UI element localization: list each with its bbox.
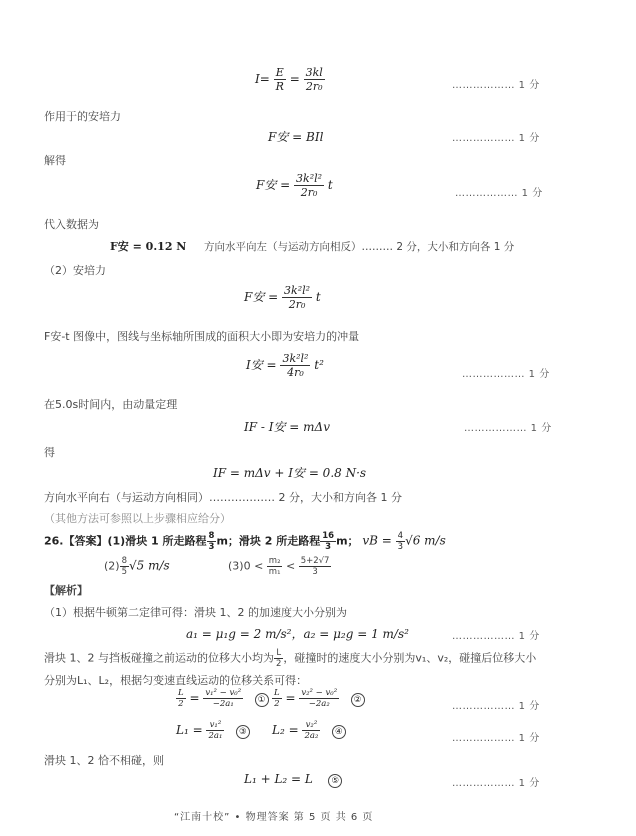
text-line: 作用于的安培力	[44, 110, 121, 123]
equation-impulse: I安 = $\frac{\text{3k²l²}}{\text{4r₀}}$ t²	[246, 352, 324, 379]
text-line: （1）根据牛顿第二定律可得：滑块 1、2 的加速度大小分别为	[44, 606, 347, 619]
equation-force-value: F安 = 0.12 N	[110, 240, 187, 253]
equation-current: I= $\frac{E}{R}$ = $\frac{3kl}{\text{2r₀}}$	[255, 66, 323, 93]
score-mark: ……………… 1 分	[452, 133, 540, 144]
score-mark: ……………… 1 分	[452, 80, 540, 91]
answer-line: 26.【答案】(1)滑块 1 所走路程 $\frac{8}{3}$ m；滑块 2 所走路程 $\frac{16}{3}$ m； vB = $\frac{4}{3}$ √6 m/s	[44, 531, 446, 552]
equation-displacement-2: $\frac{L}{2}$ = $\frac{\text{v₂² − v₀²}}{\text{−2a₂}}$ ②	[272, 688, 365, 709]
equation-impulse-result: IF = mΔv + I安 = 0.8 N·s	[213, 466, 367, 480]
equation-displacement-4: L₂ = $\frac{\text{v₂²}}{\text{2a₂}}$ ④	[272, 720, 346, 741]
equation-force-time: F安 = $\frac{\text{3k²l²}}{\text{2r₀}}$ t	[244, 284, 321, 311]
score-mark: ……………… 1 分	[462, 369, 550, 380]
text-line: 方向水平向右（与运动方向相同）……………… 2 分，大小和方向各 1 分	[44, 491, 402, 504]
text-line: （2）安培力	[44, 264, 106, 277]
score-mark: ……………… 1 分	[455, 188, 543, 199]
score-mark: ……………… 1 分	[452, 631, 540, 642]
score-mark: ……………… 1 分	[452, 701, 540, 712]
text-line: 代入数据为	[44, 218, 99, 231]
section-heading: 【解析】	[44, 584, 88, 597]
text-line: 方向水平向左（与运动方向相反）……… 2 分，大小和方向各 1 分	[204, 241, 515, 253]
text-line: F安-t 图像中，图线与坐标轴所围成的面积大小即为安培力的冲量	[44, 330, 360, 343]
answer-line: (3)0 < $\frac{\text{m₂}}{\text{m₁}}$ < $\frac{5+2√7}{3}$	[228, 556, 330, 577]
equation-ampere-force: F安 = BIl	[268, 130, 324, 144]
text-line: 解得	[44, 154, 66, 167]
answer-line: (2) $\frac{8}{5}$ √5 m/s	[104, 556, 170, 577]
score-mark: ……………… 1 分	[464, 423, 552, 434]
equation-momentum: IF - I安 = mΔv	[244, 420, 330, 434]
equation-displacement-3: L₁ = $\frac{\text{v₁²}}{\text{2a₁}}$ ③	[176, 720, 250, 741]
text-line: 在5.0s时间内，由动量定理	[44, 398, 178, 411]
text-line: 分别为L₁、L₂，根据匀变速直线运动的位移关系可得：	[44, 674, 308, 687]
text-line: （其他方法可参照以上步骤相应给分）	[44, 512, 231, 525]
text-line: 滑块 1、2 恰不相碰，则	[44, 754, 164, 767]
text-line: 滑块 1、2 与挡板碰撞之前运动的位移大小均为 $\frac{L}{2}$ ，碰撞时的速度大小分别为v₁、v₂，碰撞后位移大小	[44, 648, 537, 669]
text-line: 得	[44, 446, 55, 459]
equation-length-sum: L₁ + L₂ = L ⑤	[244, 772, 342, 788]
equation-acceleration: a₁ = μ₁g = 2 m/s²，a₂ = μ₂g = 1 m/s²	[186, 627, 409, 641]
score-mark: ……………… 1 分	[452, 778, 540, 789]
equation-displacement-1: $\frac{L}{2}$ = $\frac{\text{v₁² − v₀²}}{\text{−2a₁}}$ ①	[176, 688, 269, 709]
score-mark: ……………… 1 分	[452, 733, 540, 744]
page-footer: “江南十校” • 物理答案 第 5 页 共 6 页	[174, 812, 374, 823]
equation-force-time: F安 = $\frac{\text{3k²l²}}{\text{2r₀}}$ t	[256, 172, 333, 199]
